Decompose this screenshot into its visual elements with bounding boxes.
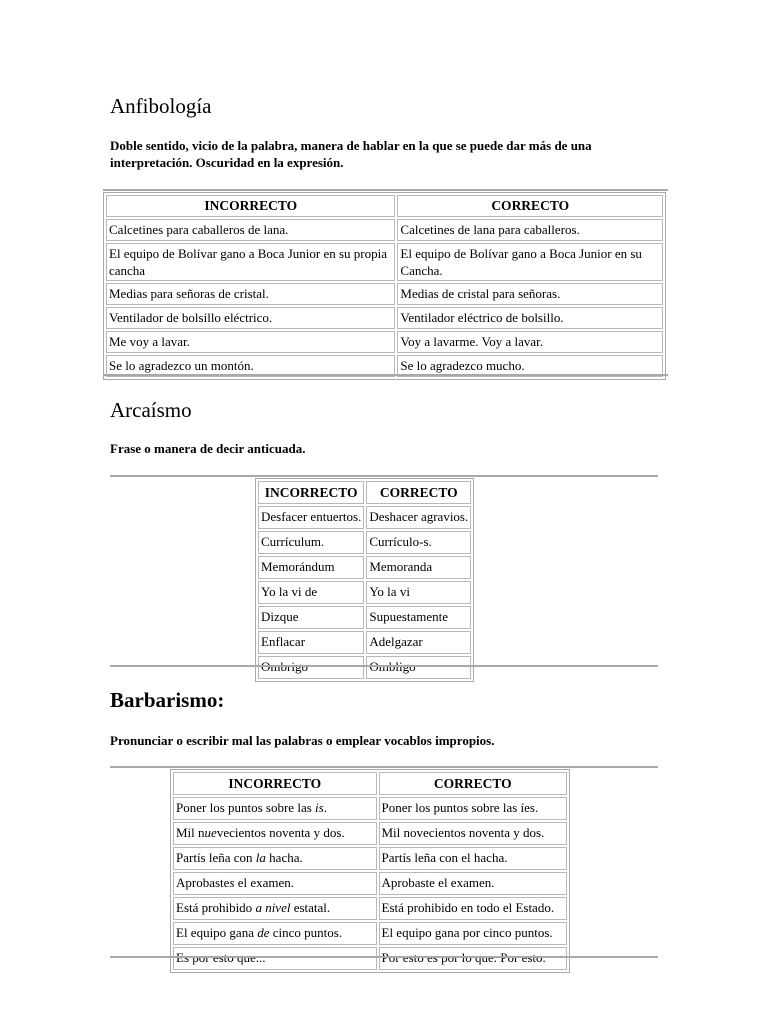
table-header-incorrecto: INCORRECTO <box>258 481 364 504</box>
cell-text-emphasis: la <box>255 850 266 865</box>
table-row <box>173 947 567 970</box>
cell-incorrecto <box>173 897 377 920</box>
cell-incorrecto <box>173 847 377 870</box>
cell-correcto: Calcetines de lana para caballeros. <box>397 219 663 241</box>
table-row <box>258 656 471 679</box>
cell-correcto: Voy a lavarme. Voy a lavar. <box>397 331 663 353</box>
table-row <box>173 847 567 870</box>
cell-correcto: Está prohibido en todo el Estado. <box>379 897 568 920</box>
section-description-arcaismo: Frase o manera de decir anticuada. <box>110 441 306 456</box>
cell-correcto: El equipo gana por cinco puntos. <box>379 922 568 945</box>
table-header-incorrecto: INCORRECTO <box>106 195 395 217</box>
table-row <box>173 922 567 945</box>
table-row <box>106 219 663 241</box>
cell-incorrecto: El equipo de Bolívar gano a Boca Junior en su propia cancha <box>106 243 395 281</box>
table-row <box>106 331 663 353</box>
section-divider <box>103 374 668 376</box>
cell-incorrecto: Memorándum <box>258 556 364 579</box>
section-description-barbarismo: Pronunciar o escribir mal las palabras o emplear vocablos impropios. <box>110 733 495 748</box>
cell-incorrecto: Ventilador de bolsillo eléctrico. <box>106 307 395 329</box>
table-row <box>173 797 567 820</box>
table-header-correcto: CORRECTO <box>397 195 663 217</box>
cell-incorrecto: Ombrigo <box>258 656 364 679</box>
cell-incorrecto <box>173 822 377 845</box>
cell-correcto: El equipo de Bolívar gano a Boca Junior en su Cancha. <box>397 243 663 281</box>
cell-text: Está prohibido <box>176 900 256 915</box>
cell-text: estatal. <box>290 900 331 915</box>
anfibologia-table <box>103 192 666 380</box>
cell-incorrecto: Calcetines para caballeros de lana. <box>106 219 395 241</box>
cell-text: Mil n <box>176 825 205 840</box>
cell-text: vecientos noventa y dos. <box>216 825 345 840</box>
table-row <box>258 556 471 579</box>
cell-correcto: Se lo agradezco mucho. <box>397 355 663 377</box>
section-title-barbarismo: Barbarismo: <box>110 688 225 712</box>
cell-text: hacha. <box>265 850 303 865</box>
table-row <box>258 606 471 629</box>
cell-correcto: Memoranda <box>366 556 471 579</box>
section-divider <box>110 956 658 958</box>
cell-text: . <box>323 800 327 815</box>
table-header-correcto: CORRECTO <box>379 772 568 795</box>
section-description-anfibologia: Doble sentido, vicio de la palabra, manera de hablar en la que se puede dar más de una interpretación. Oscuridad en la expresión. <box>110 138 592 170</box>
table-row <box>173 897 567 920</box>
table-row <box>173 822 567 845</box>
cell-text: Partís leña con <box>176 850 256 865</box>
cell-incorrecto: Currículum. <box>258 531 364 554</box>
cell-text: Es por esto que... <box>176 950 266 965</box>
table-row <box>106 283 663 305</box>
cell-correcto: Deshacer agravios. <box>366 506 471 529</box>
table-row <box>258 531 471 554</box>
arcaismo-table <box>255 478 474 682</box>
cell-correcto: Currículo-s. <box>366 531 471 554</box>
cell-incorrecto <box>173 797 377 820</box>
cell-text-emphasis: ue <box>204 825 217 840</box>
cell-correcto: Yo la vi <box>366 581 471 604</box>
table-header-incorrecto: INCORRECTO <box>173 772 377 795</box>
cell-incorrecto: Me voy a lavar. <box>106 331 395 353</box>
section-divider <box>110 766 658 768</box>
table-row <box>258 506 471 529</box>
cell-text-emphasis: s <box>229 875 235 890</box>
table-row <box>106 243 663 281</box>
section-divider <box>110 665 658 667</box>
cell-correcto: Poner los puntos sobre las íes. <box>379 797 568 820</box>
table-row <box>258 581 471 604</box>
cell-incorrecto <box>173 947 377 970</box>
table-row <box>258 631 471 654</box>
cell-correcto: Partís leña con el hacha. <box>379 847 568 870</box>
table-header-correcto: CORRECTO <box>366 481 471 504</box>
cell-correcto: Ombligo <box>366 656 471 679</box>
cell-text: El equipo gana <box>176 925 258 940</box>
cell-correcto: Mil novecientos noventa y dos. <box>379 822 568 845</box>
cell-text: el examen. <box>234 875 295 890</box>
cell-correcto: Aprobaste el examen. <box>379 872 568 895</box>
cell-text-emphasis: de <box>257 925 270 940</box>
cell-incorrecto: Medias para señoras de cristal. <box>106 283 395 305</box>
cell-text: Poner los puntos sobre las <box>176 800 316 815</box>
table-row <box>106 307 663 329</box>
barbarismo-table <box>170 769 570 973</box>
cell-text: Aprobaste <box>176 875 230 890</box>
cell-incorrecto: Desfacer entuertos. <box>258 506 364 529</box>
cell-text: cinco puntos. <box>269 925 343 940</box>
cell-incorrecto <box>173 922 377 945</box>
table-row <box>173 872 567 895</box>
cell-incorrecto <box>173 872 377 895</box>
cell-correcto: Por esto es por lo que. Por esto. <box>379 947 568 970</box>
cell-text-emphasis: is <box>315 800 324 815</box>
section-divider <box>110 475 658 477</box>
cell-incorrecto: Enflacar <box>258 631 364 654</box>
cell-text-emphasis: a nivel <box>255 900 291 915</box>
section-title-anfibologia: Anfibología <box>110 94 212 118</box>
cell-correcto: Ventilador eléctrico de bolsillo. <box>397 307 663 329</box>
cell-incorrecto: Dizque <box>258 606 364 629</box>
section-title-arcaismo: Arcaísmo <box>110 398 192 422</box>
cell-correcto: Adelgazar <box>366 631 471 654</box>
cell-correcto: Supuestamente <box>366 606 471 629</box>
cell-correcto: Medias de cristal para señoras. <box>397 283 663 305</box>
section-divider <box>103 189 668 191</box>
cell-incorrecto: Yo la vi de <box>258 581 364 604</box>
cell-incorrecto: Se lo agradezco un montón. <box>106 355 395 377</box>
